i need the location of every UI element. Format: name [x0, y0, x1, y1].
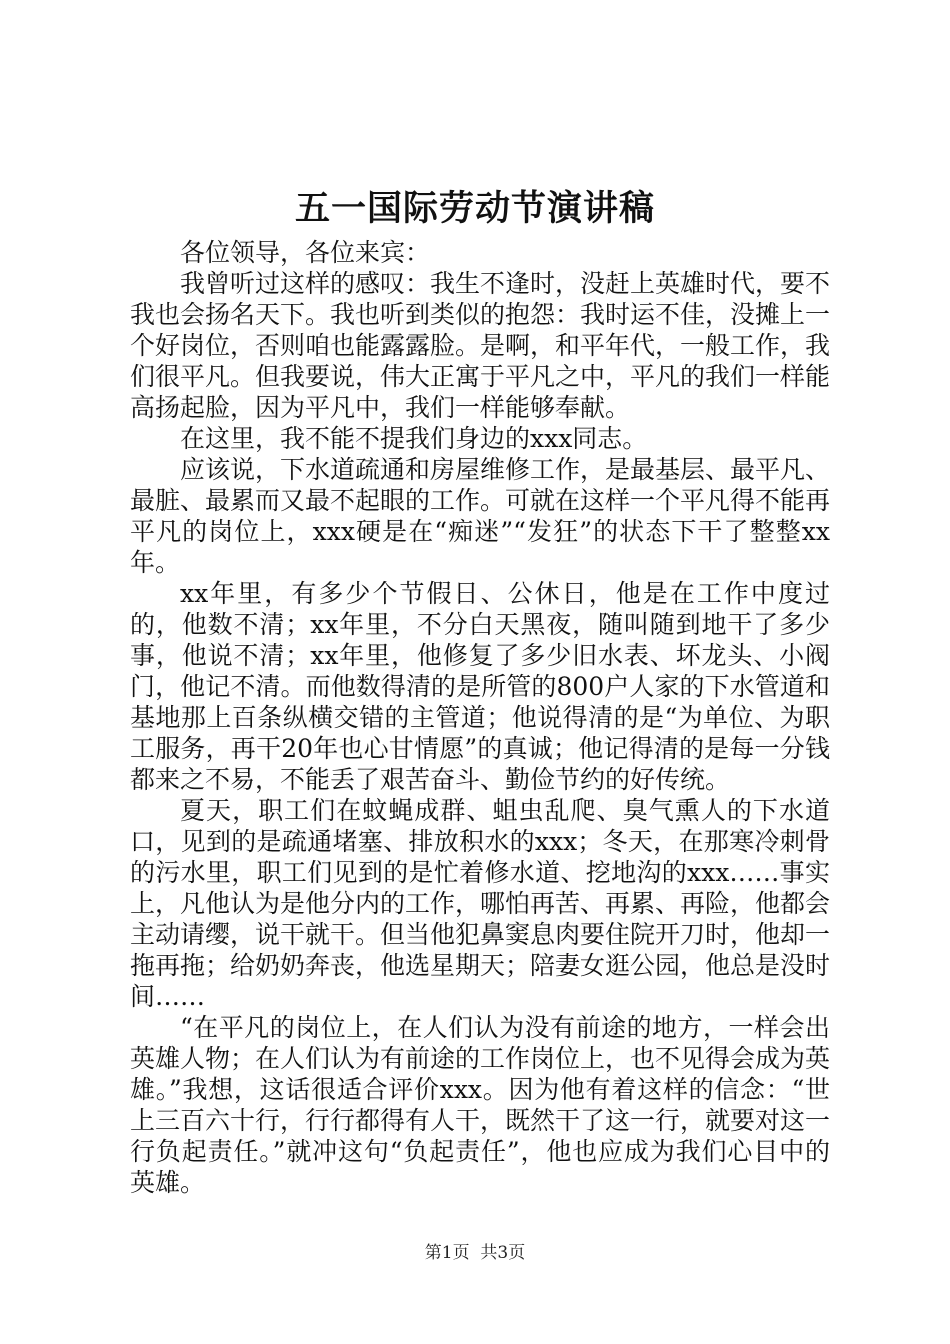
document-body: [130, 237, 830, 1198]
paragraph: “在平凡的岗位上，在人们认为没有前途的地方，一样会出英雄人物；在人们认为有前途的工作岗位上，也不见得会成为英雄。”我想，这话很适合评价xxx。因为他有着这样的信念：“世上三百六十行，行行都得有人干，既然干了这一行，就要对这一行负起责任。”就冲这句“负起责任”，他也应成为我们心目中的英雄。: [130, 1013, 831, 1197]
page-number: 第1页: [424, 1243, 470, 1263]
paragraph: xx年里，有多少个节假日、公休日，他是在工作中度过的，他数不清；xx年里，不分白天黑夜，随叫随到地干了多少事，他说不清；xx年里，他修复了多少旧水表、坏龙头、小阀门，他记不清。而他数得清的是所管的800户人家的下水管道和基地那上百条纵横交错的主管道；他说得清的是“为单位、为职工服务，再干20年也心甘情愿”的真诚；他记得清的是每一分钱都来之不易，不能丢了艰苦奋斗、勤俭节约的好传统。: [130, 579, 830, 794]
document-title: 五一国际劳动节演讲稿: [294, 188, 655, 229]
page-footer: [0, 1242, 950, 1264]
paragraph-greeting: 各位领导，各位来宾：: [180, 238, 431, 267]
paragraph: 夏天，职工们在蚊蝇成群、蛆虫乱爬、臭气熏人的下水道口，见到的是疏通堵塞、排放积水的xxx；冬天，在那寒冷刺骨的污水里，职工们见到的是忙着修水道、挖地沟的xxx……事实上，凡他认为是他分内的工作，哪怕再苦、再累、再险，他都会主动请缨，说干就干。但当他犯鼻窦息肉要住院开刀时，他却一拖再拖；给奶奶奔丧，他选星期天；陪妻女逛公园，他总是没时间……: [130, 796, 831, 1011]
paragraph: 我曾听过这样的感叹：我生不逢时，没赶上英雄时代，要不我也会扬名天下。我也听到类似的抱怨：我时运不佳，没摊上一个好岗位，否则咱也能露露脸。是啊，和平年代，一般工作，我们很平凡。但我要说，伟大正寓于平凡之中，平凡的我们一样能高扬起脸，因为平凡中，我们一样能够奉献。: [130, 269, 831, 422]
paragraph: 应该说，下水道疏通和房屋维修工作，是最基层、最平凡、最脏、最累而又最不起眼的工作。可就在这样一个平凡得不能再平凡的岗位上，xxx硬是在“痴迷”“发狂”的状态下干了整整xx年。: [130, 455, 831, 577]
paragraph: 在这里，我不能不提我们身边的xxx同志。: [180, 424, 648, 453]
page-total: 共3页: [480, 1243, 526, 1263]
